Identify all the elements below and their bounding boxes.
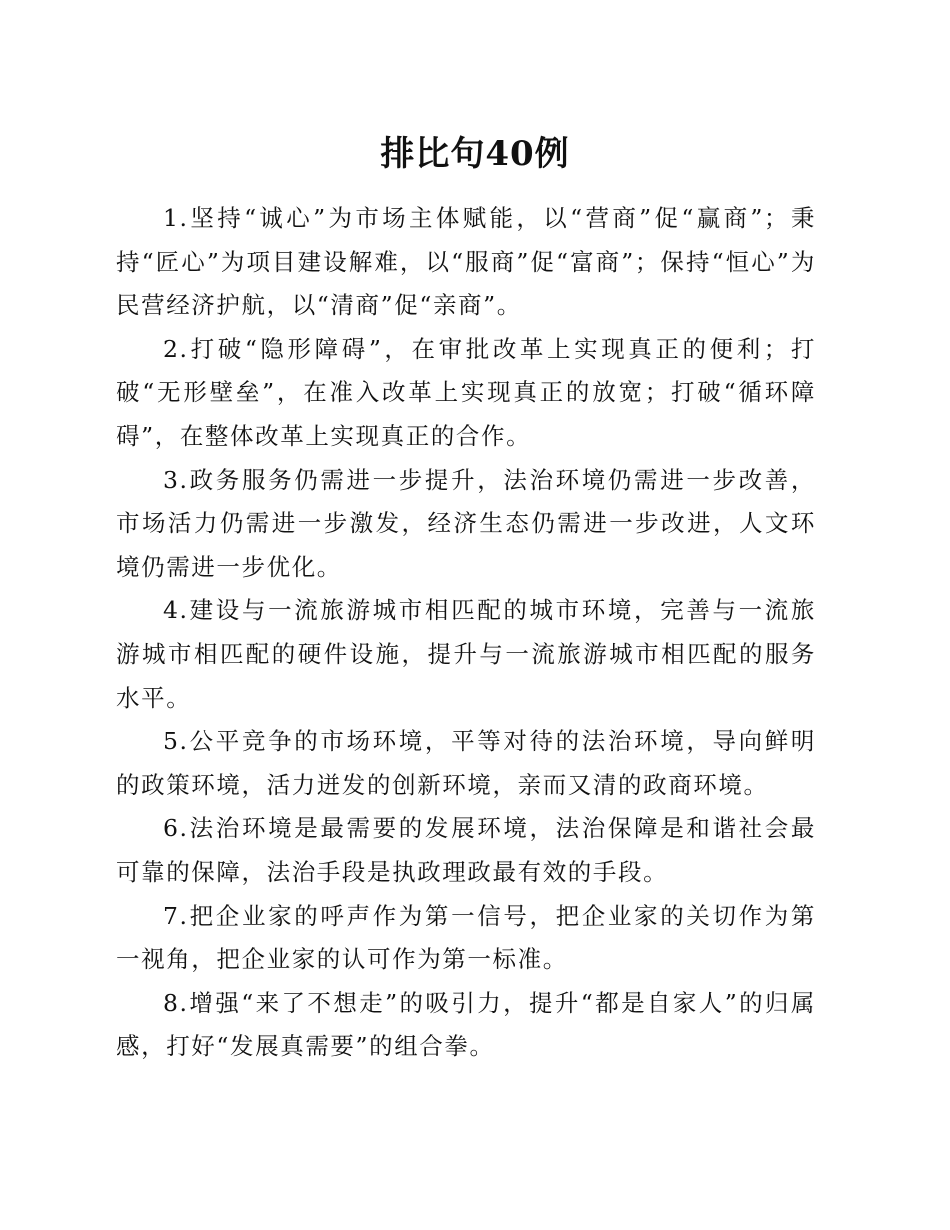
paragraph-1: 1.坚持“诚心”为市场主体赋能，以“营商”促“赢商”；秉持“匠心”为项目建设解难，以“服商”促“富商”；保持“恒心”为民营经济护航，以“清商”促“亲商”。	[116, 204, 816, 320]
paragraph-3: 3.政务服务仍需进一步提升，法治环境仍需进一步改善，市场活力仍需进一步激发，经济生态仍需进一步改进，人文环境仍需进一步优化。	[116, 465, 816, 581]
paragraph-8: 8.增强“来了不想走”的吸引力，提升“都是自家人”的归属感，打好“发展真需要”的组合拳。	[116, 988, 816, 1061]
document-title: 排比句40例	[380, 134, 570, 174]
document-body	[116, 197, 816, 1069]
paragraph-5: 5.公平竞争的市场环境，平等对待的法治环境，导向鲜明的政策环境，活力迸发的创新环境，亲而又清的政商环境。	[116, 727, 816, 799]
paragraph-2: 2.打破“隐形障碍”，在审批改革上实现真正的便利；打破“无形壁垒”，在准入改革上实现真正的放宽；打破“循环障碍”，在整体改革上实现真正的合作。	[116, 334, 816, 450]
paragraph-4: 4.建设与一流旅游城市相匹配的城市环境，完善与一流旅游城市相匹配的硬件设施，提升与一流旅游城市相匹配的服务水平。	[116, 596, 816, 712]
paragraph-7: 7.把企业家的呼声作为第一信号，把企业家的关切作为第一视角，把企业家的认可作为第一标准。	[116, 901, 816, 974]
paragraph-6: 6.法治环境是最需要的发展环境，法治保障是和谐社会最可靠的保障，法治手段是执政理政最有效的手段。	[116, 814, 816, 886]
